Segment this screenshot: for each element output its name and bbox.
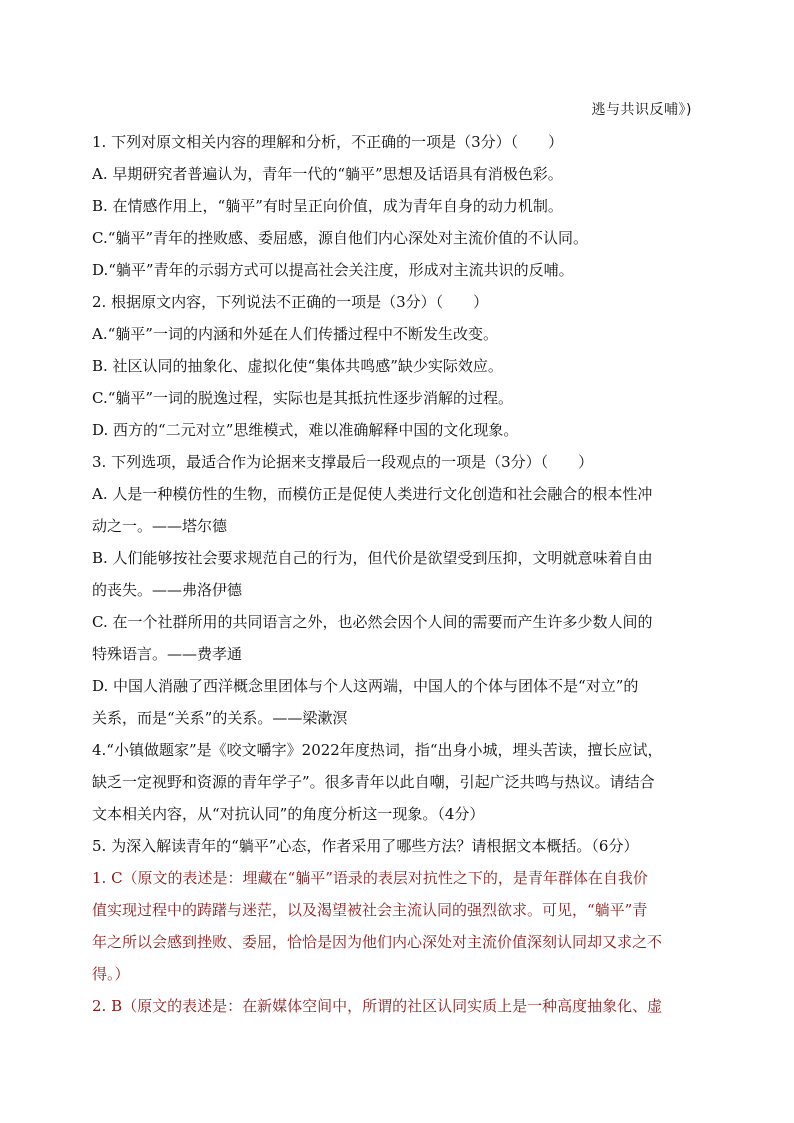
question-1-option-b: B. 在情感作用上，“躺平”有时呈正向价值，成为青年自身的动力机制。 (92, 197, 563, 215)
question-4-line1: 4.“小镇做题家”是《咬文嚼字》2022年度热词，指“出身小城，埋头苦读，擅长应试， (92, 741, 663, 759)
question-2-option-a: A.“躺平”一词的内涵和外延在人们传播过程中不断发生改变。 (92, 325, 498, 343)
question-1-option-d: D.“躺平”青年的示弱方式可以提高社会关注度，形成对主流共识的反哺。 (92, 261, 574, 279)
question-2-option-d: D. 西方的“二元对立”思维模式，难以准确解释中国的文化现象。 (92, 421, 519, 439)
question-1-option-a: A. 早期研究者普遍认为，青年一代的“躺平”思想及话语具有消极色彩。 (92, 165, 563, 183)
question-1-option-c: C.“躺平”青年的挫败感、委屈感，源自他们内心深处对主流价值的不认同。 (92, 229, 589, 247)
header-continuation: 逃与共识反哺》) (591, 102, 692, 118)
question-2-stem: 2. 根据原文内容，下列说法不正确的一项是（3分）（ ） (92, 293, 489, 311)
question-3-option-b-line1: B. 人们能够按社会要求规范自己的行为，但代价是欲望受到压抑，文明就意味着自由 (92, 549, 653, 567)
question-2-option-b: B. 社区认同的抽象化、虚拟化使“集体共鸣感”缺少实际效应。 (92, 357, 503, 375)
answer-1-line4: 得。） (92, 965, 130, 983)
answer-1-line1: 1. C（原文的表述是：埋藏在“躺平”语录的表层对抗性之下的，是青年群体在自我价 (92, 869, 648, 887)
question-3-option-a-line1: A. 人是一种模仿性的生物，而模仿正是促使人类进行文化创造和社会融合的根本性冲 (92, 485, 653, 503)
question-3-option-c-line1: C. 在一个社群所用的共同语言之外，也必然会因个人间的需要而产生许多少数人间的 (92, 613, 653, 631)
document-body (92, 126, 700, 1022)
question-4-line2: 缺乏一定视野和资源的青年学子”。很多青年以此自嘲，引起广泛共鸣与热议。请结合 (92, 773, 655, 791)
question-3-stem: 3. 下列选项，最适合作为论据来支撑最后一段观点的一项是（3分）（ ） (92, 453, 594, 471)
question-3-option-d-line1: D. 中国人消融了西洋概念里团体与个人这两端，中国人的个体与团体不是“对立”的 (92, 677, 639, 695)
question-3-option-a-line2: 动之一。——塔尔德 (92, 517, 228, 535)
answer-1-line2: 值实现过程中的踌躇与迷茫，以及渴望被社会主流认同的强烈欲求。可见，“躺平”青 (92, 901, 648, 919)
question-1-stem: 1. 下列对原文相关内容的理解和分析，不正确的一项是（3分）（ ） (92, 133, 564, 151)
question-2-option-c: C.“躺平”一词的脱逸过程，实际也是其抵抗性逐步消解的过程。 (92, 389, 514, 407)
answer-1-line3: 年之所以会感到挫败、委屈，恰恰是因为他们内心深处对主流价值深刻认同却又求之不 (92, 933, 663, 951)
question-3-option-b-line2: 的丧失。——弗洛伊德 (92, 581, 243, 599)
question-5-line1: 5. 为深入解读青年的“躺平”心态，作者采用了哪些方法？请根据文本概括。（6分） (92, 837, 639, 855)
question-4-line3: 文本相关内容，从“对抗认同”的角度分析这一现象。（4分） (92, 805, 485, 823)
question-3-option-d-line2: 关系，而是“关系”的关系。——梁漱溟 (92, 709, 348, 727)
question-3-option-c-line2: 特殊语言。——费孝通 (92, 645, 243, 663)
answer-2-line1: 2. B（原文的表述是：在新媒体空间中，所谓的社区认同实质上是一种高度抽象化、虚 (92, 997, 663, 1015)
